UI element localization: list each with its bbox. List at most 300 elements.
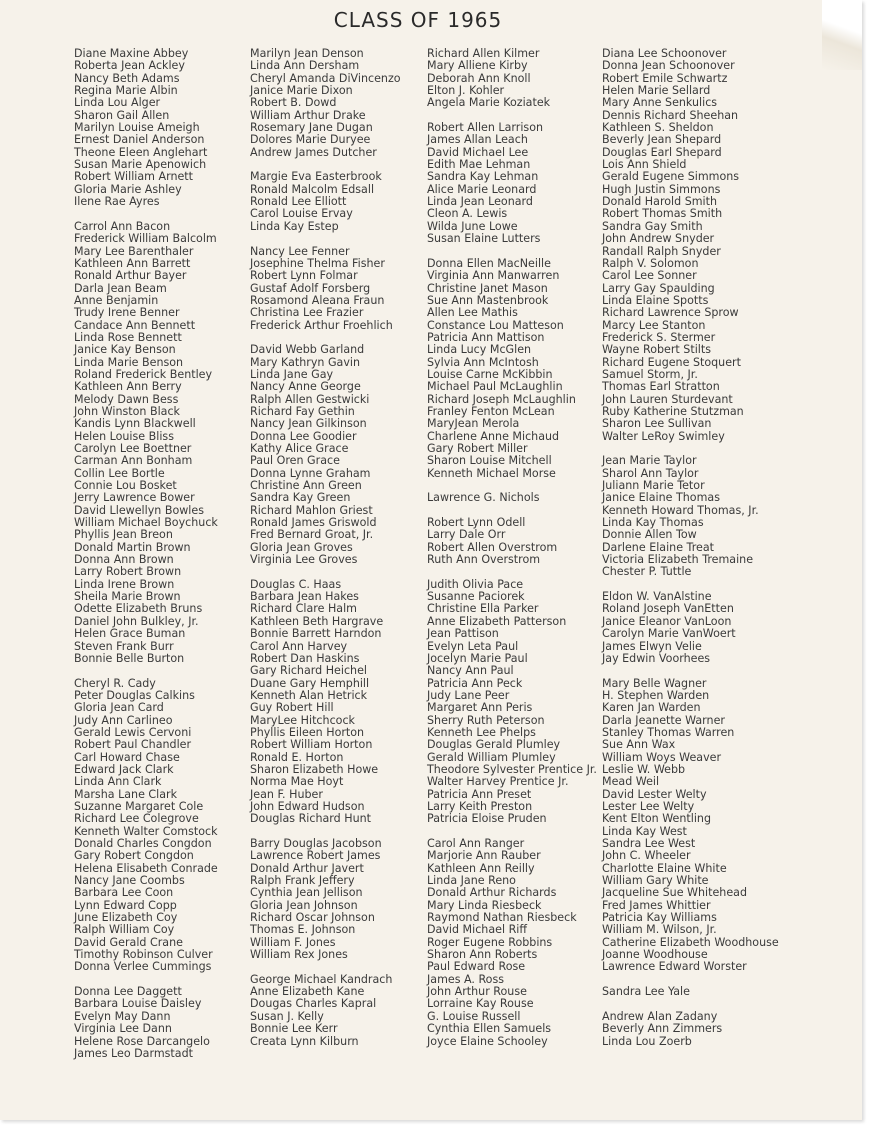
- student-name: Donna Ann Brown: [74, 553, 174, 567]
- student-name: Robert Lynn Odell: [427, 516, 526, 530]
- student-name: Patricia Kay Williams: [602, 911, 717, 925]
- student-name: Gloria Marie Ashley: [74, 182, 182, 196]
- student-name: Bonnie Lee Kerr: [250, 1022, 338, 1036]
- student-name: Juliann Marie Tetor: [602, 479, 705, 493]
- student-name: Douglas Richard Hunt: [250, 812, 371, 826]
- student-name: Margaret Ann Peris: [427, 701, 533, 715]
- student-name: Cleon A. Lewis: [427, 207, 508, 221]
- student-name: Kandis Lynn Blackwell: [74, 417, 196, 431]
- student-name: Connie Lou Bosket: [74, 479, 177, 493]
- student-name: Richard Clare Halm: [250, 602, 357, 616]
- student-name: Judy Ann Carlineo: [74, 713, 173, 727]
- student-name: Ronald James Griswold: [250, 516, 377, 530]
- student-name: Virginia Ann Manwarren: [427, 269, 560, 283]
- student-name: Margie Eva Easterbrook: [250, 170, 382, 184]
- student-name: Louise Carne McKibbin: [427, 367, 553, 381]
- student-name: Mary Belle Wagner: [602, 676, 707, 690]
- student-name: Robert Allen Overstrom: [427, 540, 558, 554]
- student-name: George Michael Kandrach: [250, 972, 393, 986]
- student-name: Joyce Elaine Schooley: [427, 1034, 548, 1048]
- student-name: Robert B. Dowd: [250, 96, 337, 110]
- student-name: Linda Jane Reno: [427, 874, 516, 888]
- name-group: [602, 986, 779, 998]
- student-name: Douglas Earl Shepard: [602, 145, 722, 159]
- student-name: Jocelyn Marie Paul: [427, 651, 528, 665]
- student-name: Sandra Gay Smith: [602, 219, 703, 233]
- student-name: Janice Elaine Thomas: [602, 491, 720, 505]
- student-name: Samuel Storm, Jr.: [602, 367, 698, 381]
- student-name: Nancy Beth Adams: [74, 71, 180, 85]
- student-name: Rosamond Aleana Fraun: [250, 293, 385, 307]
- student-name: Roland Frederick Bentley: [74, 367, 213, 381]
- student-name: Sharol Ann Taylor: [602, 466, 699, 480]
- name-group: [427, 579, 597, 826]
- student-name: Lester Lee Welty: [602, 799, 695, 813]
- student-name: Carol Louise Ervay: [250, 207, 353, 221]
- student-name: Kathleen Ann Berry: [74, 380, 182, 394]
- student-name: Cheryl Amanda DiVincenzo: [250, 71, 401, 85]
- student-name: Edith Mae Lehman: [427, 158, 531, 172]
- name-group: [427, 517, 597, 566]
- student-name: Cynthia Ellen Samuels: [427, 1022, 552, 1036]
- student-name: Robert Emile Schwartz: [602, 71, 728, 85]
- student-name: Leslie W. Webb: [602, 762, 686, 776]
- student-name: MaryLee Hitchcock: [250, 713, 355, 727]
- student-name: Paul Oren Grace: [250, 454, 340, 468]
- student-name: Edward Jack Clark: [74, 762, 174, 776]
- student-name: Ronald E. Horton: [250, 750, 344, 764]
- name-group: [250, 974, 401, 1048]
- name-group: [427, 492, 597, 504]
- student-name: Evelyn May Dann: [74, 1009, 171, 1023]
- name-group: [74, 221, 218, 665]
- name-column-3: [427, 48, 597, 1048]
- student-name: Linda Elaine Spotts: [602, 293, 709, 307]
- student-name: Jacqueline Sue Whitehead: [602, 886, 747, 900]
- student-name: Linda Kay West: [602, 824, 687, 838]
- student-name: Norma Mae Hoyt: [250, 775, 344, 789]
- student-name: Gerald William Plumley: [427, 750, 556, 764]
- student-name: Thomas Earl Stratton: [602, 380, 720, 394]
- name-group: [74, 678, 218, 974]
- student-name: Jean F. Huber: [250, 787, 323, 801]
- student-name: Melody Dawn Bess: [74, 392, 179, 406]
- student-name: Christine Ella Parker: [427, 602, 539, 616]
- student-name: Kathleen Ann Reilly: [427, 861, 535, 875]
- name-group: [427, 122, 597, 245]
- student-name: Sandra Kay Green: [250, 491, 351, 505]
- student-name: Rosemary Jane Dugan: [250, 121, 373, 135]
- student-name: Paul Edward Rose: [427, 960, 526, 974]
- student-name: Chester P. Tuttle: [602, 565, 692, 579]
- student-name: Elton J. Kohler: [427, 84, 505, 98]
- name-group: [427, 838, 597, 1048]
- student-name: Sheila Marie Brown: [74, 590, 181, 604]
- student-name: James Leo Darmstadt: [74, 1046, 193, 1060]
- student-name: Regina Marie Albin: [74, 84, 178, 98]
- student-name: Donna Ellen MacNeille: [427, 256, 551, 270]
- student-name: Ilene Rae Ayres: [74, 195, 160, 209]
- student-name: Joanne Woodhouse: [602, 948, 708, 962]
- student-name: Janice Eleanor VanLoon: [602, 614, 732, 628]
- student-name: Christine Ann Green: [250, 479, 362, 493]
- student-name: Sue Ann Wax: [602, 738, 676, 752]
- student-name: Sharon Louise Mitchell: [427, 454, 552, 468]
- name-group: [602, 591, 779, 665]
- student-name: Richard Oscar Johnson: [250, 911, 375, 925]
- student-name: William Gary White: [602, 874, 709, 888]
- student-name: David Lester Welty: [602, 787, 707, 801]
- name-group: [602, 48, 779, 443]
- name-group: [602, 455, 779, 578]
- student-name: Jerry Lawrence Bower: [74, 491, 195, 505]
- student-name: Beverly Ann Zimmers: [602, 1022, 723, 1036]
- student-name: Lawrence Robert James: [250, 849, 381, 863]
- student-name: Timothy Robinson Culver: [74, 948, 213, 962]
- student-name: Walter Harvey Prentice Jr.: [427, 775, 569, 789]
- student-name: Christina Lee Frazier: [250, 306, 364, 320]
- student-name: Cynthia Jean Jellison: [250, 886, 363, 900]
- student-name: Dennis Richard Sheehan: [602, 108, 739, 122]
- student-name: John Arthur Rouse: [427, 985, 527, 999]
- student-name: Larry Keith Preston: [427, 799, 533, 813]
- student-name: Helen Marie Sellard: [602, 84, 711, 98]
- student-name: David Gerald Crane: [74, 935, 183, 949]
- student-name: Janice Kay Benson: [74, 343, 176, 357]
- student-name: Gloria Jean Groves: [250, 540, 353, 554]
- student-name: Donna Lynne Graham: [250, 466, 371, 480]
- student-name: Phyllis Jean Breon: [74, 528, 173, 542]
- student-name: Peter Douglas Calkins: [74, 688, 195, 702]
- student-name: Theone Eleen Anglehart: [74, 145, 208, 159]
- student-name: Eldon W. VanAlstine: [602, 590, 712, 604]
- student-name: Kent Elton Wentling: [602, 812, 712, 826]
- name-group: [74, 986, 218, 1060]
- student-name: Angela Marie Koziatek: [427, 96, 551, 110]
- student-name: Mary Anne Senkulics: [602, 96, 718, 110]
- student-name: Kenneth Howard Thomas, Jr.: [602, 503, 759, 517]
- student-name: Gary Robert Congdon: [74, 849, 194, 863]
- student-name: Carl Howard Chase: [74, 750, 180, 764]
- student-name: Carrol Ann Bacon: [74, 219, 171, 233]
- student-name: Gary Richard Heichel: [250, 664, 367, 678]
- student-name: Barbara Lee Coon: [74, 886, 174, 900]
- student-name: Susanne Paciorek: [427, 590, 525, 604]
- name-column-4: [602, 48, 779, 1048]
- student-name: Judith Olivia Pace: [427, 577, 524, 591]
- student-name: Deborah Ann Knoll: [427, 71, 531, 85]
- student-name: Linda Jane Gay: [250, 367, 334, 381]
- student-name: Ralph V. Solomon: [602, 256, 699, 270]
- student-name: Daniel John Bulkley, Jr.: [74, 614, 199, 628]
- student-name: Helen Louise Bliss: [74, 429, 174, 443]
- student-name: David Michael Lee: [427, 145, 529, 159]
- student-name: Mary Lee Barenthaler: [74, 244, 194, 258]
- student-name: Raymond Nathan Riesbeck: [427, 911, 577, 925]
- student-name: Michael Paul McLaughlin: [427, 380, 563, 394]
- student-name: Linda Lucy McGlen: [427, 343, 532, 357]
- student-name: Douglas Gerald Plumley: [427, 738, 561, 752]
- student-name: Linda Lou Alger: [74, 96, 161, 110]
- student-name: Barbara Jean Hakes: [250, 590, 359, 604]
- student-name: Kenneth Michael Morse: [427, 466, 556, 480]
- student-name: Constance Lou Matteson: [427, 318, 564, 332]
- student-name: David Llewellyn Bowles: [74, 503, 204, 517]
- student-name: Nancy Lee Fenner: [250, 244, 350, 258]
- student-name: Roberta Jean Ackley: [74, 59, 185, 73]
- student-name: Bonnie Belle Burton: [74, 651, 185, 665]
- student-name: Ruby Katherine Stutzman: [602, 404, 744, 418]
- student-name: Virginia Lee Dann: [74, 1022, 172, 1036]
- name-group: [250, 838, 401, 961]
- student-name: Victoria Elizabeth Tremaine: [602, 553, 754, 567]
- student-name: Dolores Marie Duryee: [250, 133, 371, 147]
- student-name: Walter LeRoy Swimley: [602, 429, 725, 443]
- student-name: Darlene Elaine Treat: [602, 540, 714, 554]
- student-name: Darla Jeanette Warner: [602, 713, 725, 727]
- student-name: Richard Lee Colegrove: [74, 812, 199, 826]
- student-name: Donald Arthur Javert: [250, 861, 364, 875]
- student-name: Ralph Frank Jeffery: [250, 874, 355, 888]
- student-name: Mary Alliene Kirby: [427, 59, 528, 73]
- name-group: [602, 678, 779, 974]
- student-name: Patricia Ann Mattison: [427, 330, 545, 344]
- student-name: Marjorie Ann Rauber: [427, 849, 541, 863]
- student-name: James Allan Leach: [427, 133, 528, 147]
- student-name: Steven Frank Burr: [74, 639, 174, 653]
- student-name: Sandra Kay Lehman: [427, 170, 539, 184]
- student-name: Fred James Whittier: [602, 898, 711, 912]
- student-name: Robert Allen Larrison: [427, 121, 544, 135]
- student-name: Dougas Charles Kapral: [250, 997, 377, 1011]
- student-name: Linda Jean Leonard: [427, 195, 533, 209]
- student-name: Karen Jan Warden: [602, 701, 701, 715]
- student-name: Suzanne Margaret Cole: [74, 799, 204, 813]
- student-name: Frederick William Balcolm: [74, 232, 217, 246]
- student-name: John Andrew Snyder: [602, 232, 715, 246]
- student-name: Linda Kay Thomas: [602, 516, 704, 530]
- student-name: Carol Ann Ranger: [427, 837, 525, 850]
- student-name: Phyllis Eileen Horton: [250, 725, 365, 739]
- student-name: Charlotte Elaine White: [602, 861, 727, 875]
- student-name: William Arthur Drake: [250, 108, 366, 122]
- student-name: Richard Eugene Stoquert: [602, 355, 741, 369]
- student-name: Donna Verlee Cummings: [74, 960, 212, 974]
- student-name: Josephine Thelma Fisher: [250, 256, 385, 270]
- student-name: James A. Ross: [427, 972, 505, 986]
- student-name: Roland Joseph VanEtten: [602, 602, 734, 616]
- student-name: Randall Ralph Snyder: [602, 244, 721, 258]
- student-name: Lois Ann Shield: [602, 158, 687, 172]
- student-name: Collin Lee Bortle: [74, 466, 165, 480]
- student-name: Robert Thomas Smith: [602, 207, 723, 221]
- student-name: Kenneth Lee Phelps: [427, 725, 536, 739]
- name-group: [427, 258, 597, 480]
- student-name: David Webb Garland: [250, 343, 365, 357]
- student-name: Nancy Anne George: [250, 380, 361, 394]
- student-name: Ronald Malcolm Edsall: [250, 182, 375, 196]
- student-name: Creata Lynn Kilburn: [250, 1034, 359, 1048]
- student-name: Marsha Lane Clark: [74, 787, 178, 801]
- student-name: Cheryl R. Cady: [74, 676, 156, 690]
- student-name: Thomas E. Johnson: [250, 923, 356, 937]
- student-name: Richard Allen Kilmer: [427, 47, 540, 60]
- student-name: Donald Arthur Richards: [427, 886, 557, 900]
- student-name: Charlene Anne Michaud: [427, 429, 560, 443]
- student-name: Darla Jean Beam: [74, 281, 167, 295]
- student-name: Stanley Thomas Warren: [602, 725, 735, 739]
- student-name: Odette Elizabeth Bruns: [74, 602, 203, 616]
- student-name: Gustaf Adolf Forsberg: [250, 281, 371, 295]
- student-name: Anne Benjamin: [74, 293, 159, 307]
- page-title: CLASS OF 1965: [333, 8, 503, 32]
- student-name: Douglas C. Haas: [250, 577, 342, 591]
- student-name: Robert Lynn Folmar: [250, 269, 358, 283]
- student-name: Susan J. Kelly: [250, 1009, 324, 1023]
- student-name: Robert Dan Haskins: [250, 651, 360, 665]
- student-name: Richard Joseph McLaughlin: [427, 392, 576, 406]
- student-name: Jay Edwin Voorhees: [602, 651, 711, 665]
- student-name: Donald Charles Congdon: [74, 837, 212, 850]
- student-name: MaryJean Merola: [427, 417, 520, 431]
- student-name: Janice Marie Dixon: [250, 84, 353, 98]
- student-name: Donna Lee Goodier: [250, 429, 357, 443]
- student-name: Marilyn Jean Denson: [250, 47, 364, 60]
- student-name: Robert William Arnett: [74, 170, 193, 184]
- student-name: Beverly Jean Shepard: [602, 133, 722, 147]
- student-name: Donna Jean Schoonover: [602, 59, 735, 73]
- student-name: Susan Elaine Lutters: [427, 232, 541, 246]
- student-name: Mary Kathryn Gavin: [250, 355, 361, 369]
- student-name: Gloria Jean Card: [74, 701, 164, 715]
- student-name: Nancy Jean Gilkinson: [250, 417, 367, 431]
- student-name: Judy Lane Peer: [427, 688, 510, 702]
- student-name: Diana Lee Schoonover: [602, 47, 727, 60]
- student-name: Kathleen S. Sheldon: [602, 121, 714, 135]
- student-name: Larry Dale Orr: [427, 528, 506, 542]
- student-name: Sharon Lee Sullivan: [602, 417, 712, 431]
- student-name: Wayne Robert Stilts: [602, 343, 711, 357]
- student-name: Susan Marie Apenowich: [74, 158, 207, 172]
- student-name: Sue Ann Mastenbrook: [427, 293, 549, 307]
- student-name: Helene Rose Darcangelo: [74, 1034, 210, 1048]
- student-name: Kenneth Alan Hetrick: [250, 688, 368, 702]
- student-name: Andrew James Dutcher: [250, 145, 377, 159]
- student-name: Trudy Irene Benner: [74, 306, 180, 320]
- student-name: Linda Ann Clark: [74, 775, 162, 789]
- student-name: Larry Gay Spaulding: [602, 281, 715, 295]
- student-name: Hugh Justin Simmons: [602, 182, 721, 196]
- student-name: Gary Robert Miller: [427, 442, 528, 455]
- student-name: Lawrence G. Nichols: [427, 491, 540, 505]
- student-name: Allen Lee Mathis: [427, 306, 518, 320]
- student-name: Nancy Ann Paul: [427, 664, 514, 678]
- student-name: Gerald Lewis Cervoni: [74, 725, 192, 739]
- student-name: Linda Irene Brown: [74, 577, 175, 591]
- student-name: Barbara Louise Daisley: [74, 997, 202, 1011]
- student-name: Jean Marie Taylor: [602, 454, 697, 468]
- student-name: Guy Robert Hill: [250, 701, 334, 715]
- student-name: Sherry Ruth Peterson: [427, 713, 545, 727]
- student-name: Diane Maxine Abbey: [74, 47, 189, 60]
- student-name: Frederick Arthur Froehlich: [250, 318, 393, 332]
- student-name: Christine Janet Mason: [427, 281, 548, 295]
- student-name: Linda Marie Benson: [74, 355, 184, 369]
- student-name: Anne Elizabeth Patterson: [427, 614, 567, 628]
- name-group: [74, 48, 218, 208]
- student-name: Kathleen Ann Barrett: [74, 256, 191, 270]
- student-name: David Michael Riff: [427, 923, 528, 937]
- student-name: Ruth Ann Overstrom: [427, 553, 541, 567]
- student-name: Ralph William Coy: [74, 923, 175, 937]
- student-name: Andrew Alan Zadany: [602, 1009, 718, 1023]
- student-name: Marcy Lee Stanton: [602, 318, 706, 332]
- name-group: [250, 171, 401, 233]
- student-name: William Woys Weaver: [602, 750, 722, 764]
- student-name: Frederick S. Stermer: [602, 330, 716, 344]
- name-group: [250, 579, 401, 826]
- student-name: Kenneth Walter Comstock: [74, 824, 218, 838]
- student-name: Franley Fenton McLean: [427, 404, 555, 418]
- student-name: Linda Ann Dersham: [250, 59, 360, 73]
- student-name: H. Stephen Warden: [602, 688, 710, 702]
- student-name: Ronald Arthur Bayer: [74, 269, 187, 283]
- student-name: Donnie Allen Tow: [602, 528, 697, 542]
- student-name: William F. Jones: [250, 935, 336, 949]
- student-name: Evelyn Leta Paul: [427, 639, 519, 653]
- student-name: Robert William Horton: [250, 738, 373, 752]
- student-name: William M. Wilson, Jr.: [602, 923, 717, 937]
- student-name: Sandra Lee West: [602, 837, 696, 850]
- student-name: Carolyn Lee Boettner: [74, 442, 192, 455]
- student-name: Catherine Elizabeth Woodhouse: [602, 935, 779, 949]
- student-name: Ralph Allen Gestwicki: [250, 392, 370, 406]
- student-name: Fred Bernard Groat, Jr.: [250, 528, 374, 542]
- student-name: Larry Robert Brown: [74, 565, 182, 579]
- student-name: Lorraine Kay Rouse: [427, 997, 534, 1011]
- student-name: Patricia Ann Peck: [427, 676, 523, 690]
- student-name: William Rex Jones: [250, 948, 348, 962]
- student-name: Patricia Ann Preset: [427, 787, 532, 801]
- student-name: James Elwyn Velie: [602, 639, 702, 653]
- student-name: Linda Lou Zoerb: [602, 1034, 692, 1048]
- student-name: Jean Pattison: [427, 627, 499, 641]
- student-name: Alice Marie Leonard: [427, 182, 537, 196]
- student-name: Gerald Eugene Simmons: [602, 170, 740, 184]
- student-name: Duane Gary Hemphill: [250, 676, 370, 690]
- student-name: Donald Harold Smith: [602, 195, 718, 209]
- student-name: Ronald Lee Elliott: [250, 195, 347, 209]
- student-name: Lawrence Edward Worster: [602, 960, 747, 974]
- student-name: William Michael Boychuck: [74, 516, 218, 530]
- student-name: Richard Mahlon Griest: [250, 503, 373, 517]
- student-name: Mead Weil: [602, 775, 660, 789]
- student-name: Helen Grace Buman: [74, 627, 186, 641]
- student-name: Candace Ann Bennett: [74, 318, 196, 332]
- student-name: Anne Elizabeth Kane: [250, 985, 365, 999]
- student-name: Nancy Jane Coombs: [74, 874, 185, 888]
- student-name: Sharon Elizabeth Howe: [250, 762, 379, 776]
- student-name: Wilda June Lowe: [427, 219, 518, 233]
- name-column-2: [250, 48, 401, 1048]
- student-name: Marilyn Louise Ameigh: [74, 121, 200, 135]
- student-name: Patricia Eloise Pruden: [427, 812, 547, 826]
- student-name: Sandra Lee Yale: [602, 985, 690, 999]
- student-name: Virginia Lee Groves: [250, 553, 358, 567]
- student-name: John Edward Hudson: [250, 799, 365, 813]
- student-name: Richard Lawrence Sprow: [602, 306, 739, 320]
- student-name: Carman Ann Bonham: [74, 454, 193, 468]
